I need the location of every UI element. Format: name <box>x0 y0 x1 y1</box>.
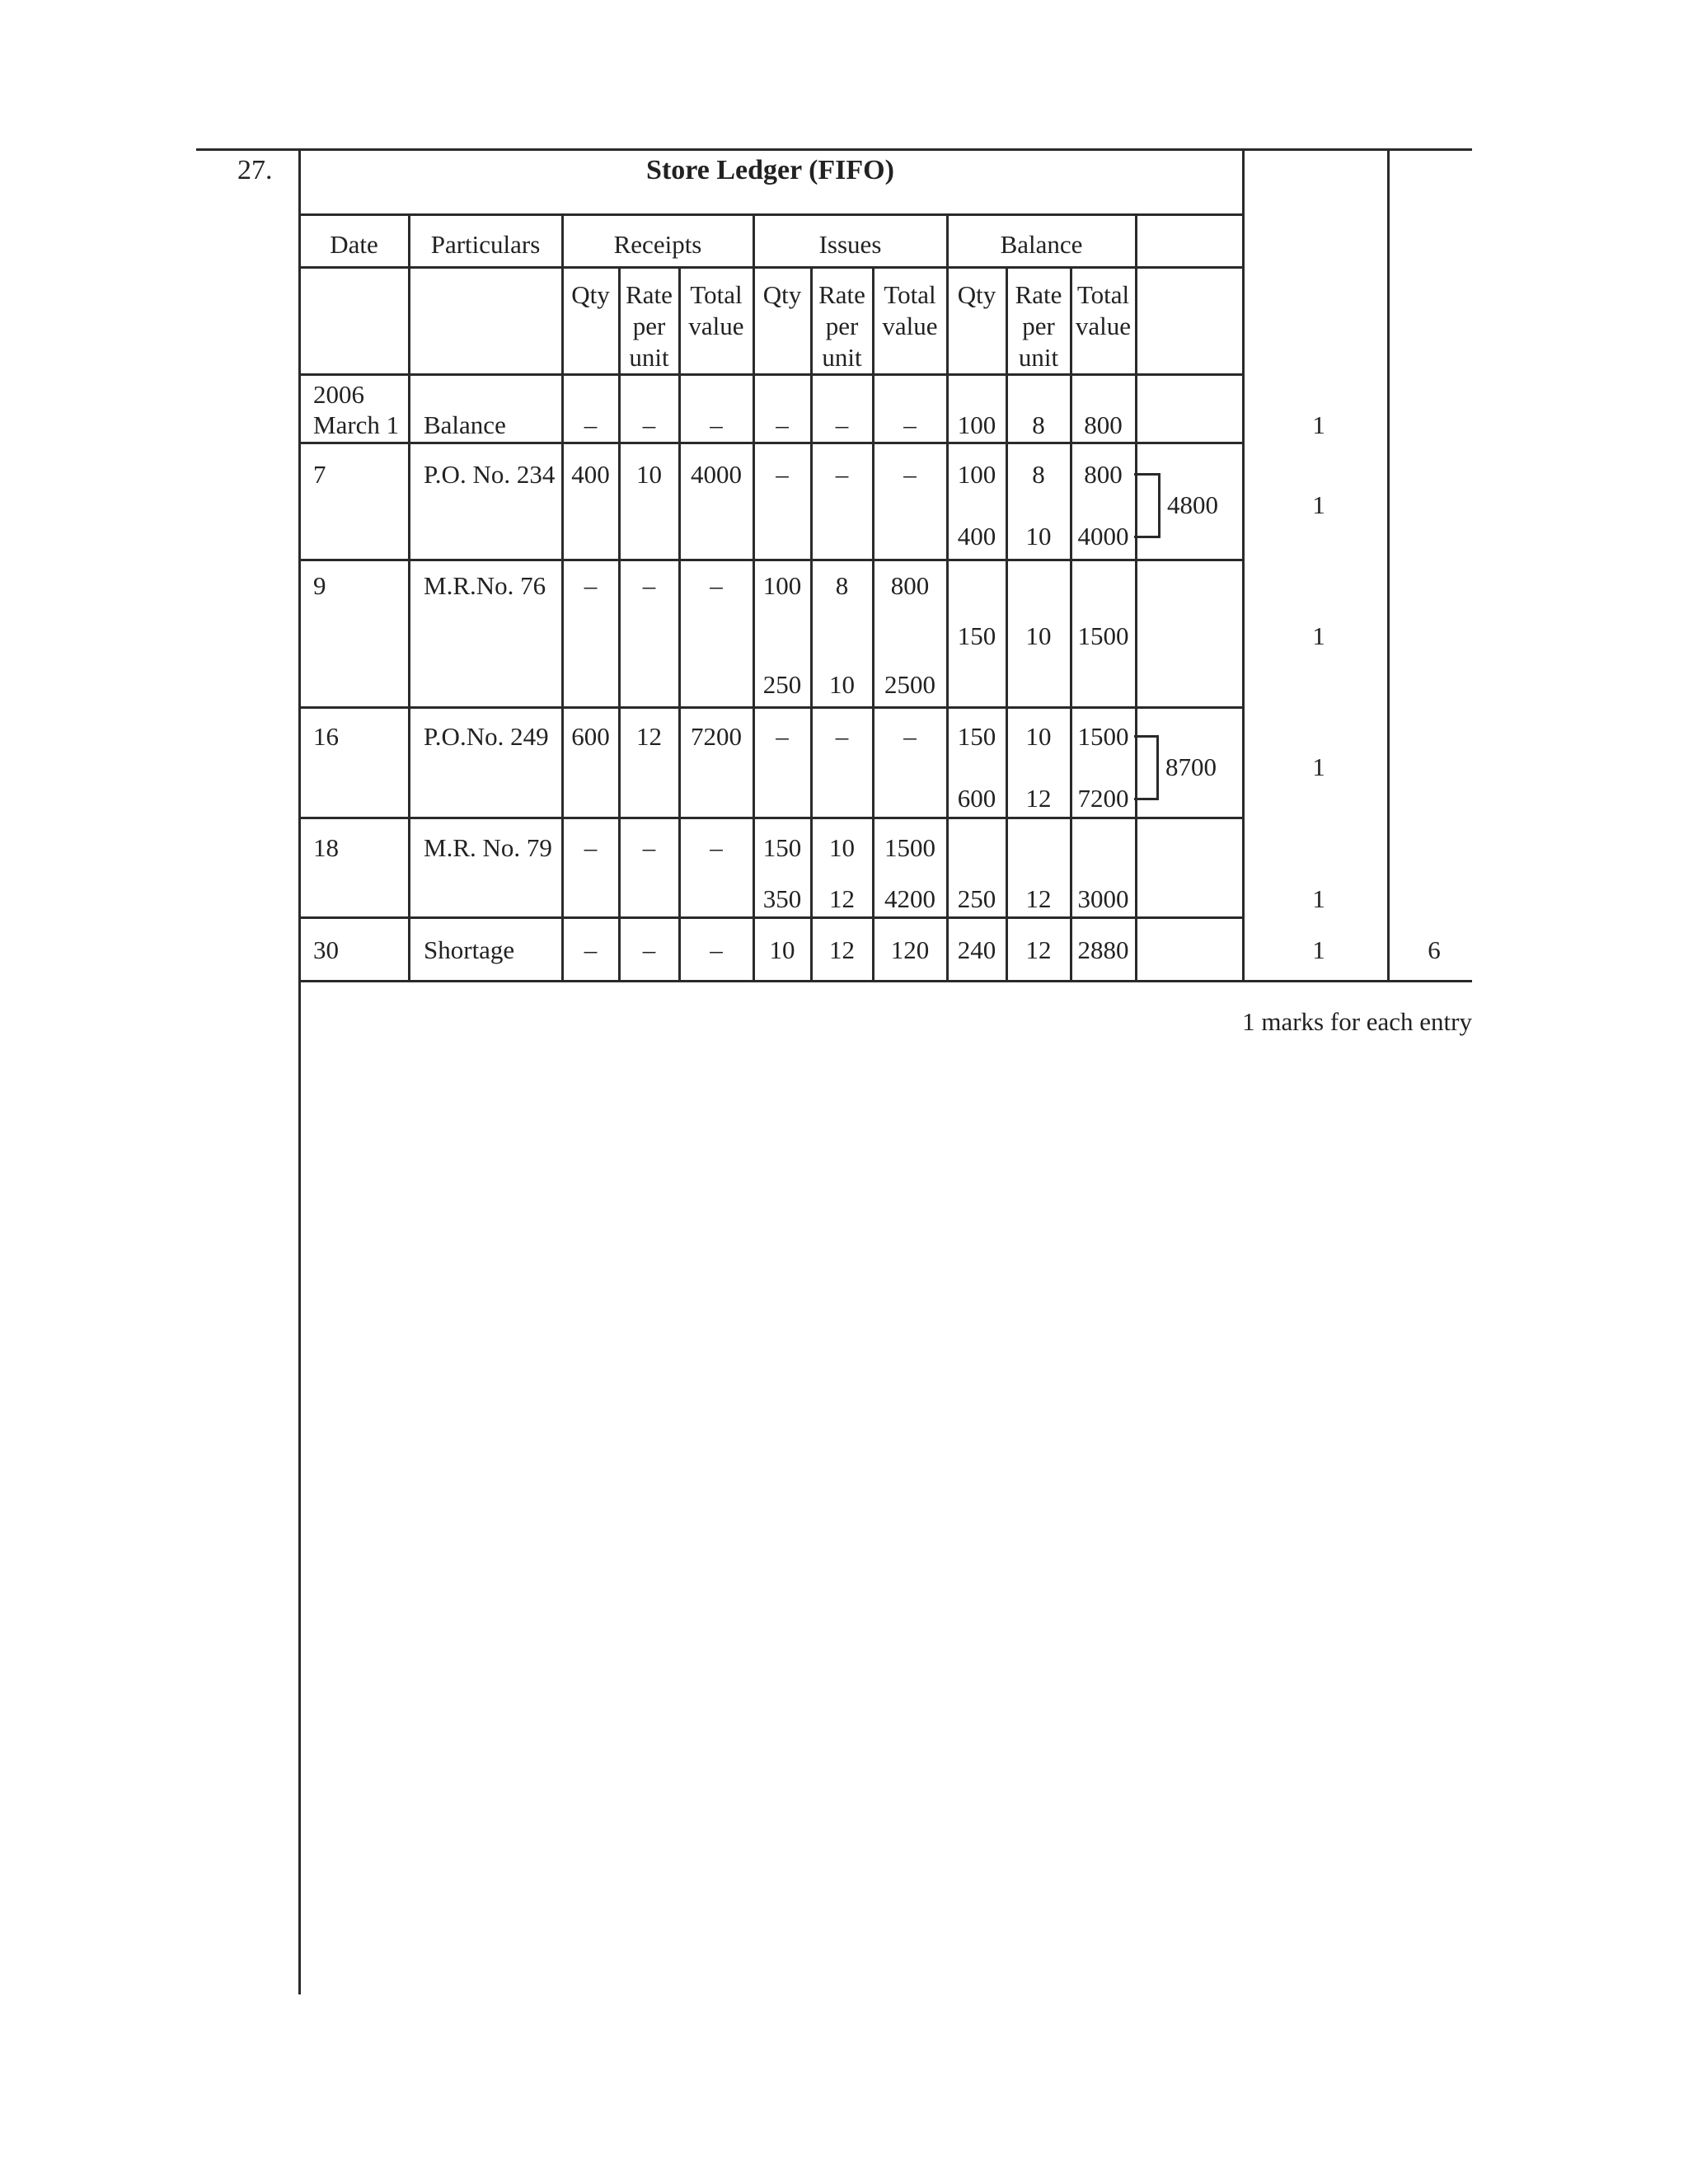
cell-r-total: – <box>710 833 723 862</box>
cell-r-qty: 400 <box>571 460 610 489</box>
row-mark: 1 <box>1312 410 1325 439</box>
cell-i-qty: 150 <box>762 833 802 862</box>
row-line-5 <box>298 916 1242 919</box>
row-mark: 1 <box>1312 884 1325 913</box>
row-mark: 1 <box>1312 621 1325 650</box>
header-r-total: Total <box>690 280 743 309</box>
col-line-i-rate <box>872 266 874 982</box>
cell-r-total: – <box>710 935 723 964</box>
cell-i-total: 120 <box>890 935 930 964</box>
cell-b-total: 4000 <box>1077 522 1129 551</box>
col-line-date <box>408 213 410 982</box>
cell-b-total: 3000 <box>1077 884 1129 913</box>
cell-b-qty: 400 <box>957 522 996 551</box>
header-b-rate: Rate <box>1015 280 1062 309</box>
cell-i-total: – <box>903 460 917 489</box>
cell-i-rate: – <box>835 722 849 751</box>
cell-b-qty: 100 <box>957 460 996 489</box>
header-b-qty: Qty <box>957 280 996 309</box>
header-divider-line <box>298 266 1242 269</box>
cell-b-total: 1500 <box>1077 621 1129 650</box>
cell-i-qty: 10 <box>769 935 795 964</box>
cell-r-qty: – <box>584 571 598 600</box>
cell-r-rate: – <box>642 410 656 439</box>
col-line-i-qty <box>810 266 813 982</box>
cell-i-qty: 250 <box>762 670 802 699</box>
cell-b-total: 2880 <box>1077 935 1129 964</box>
header-r-unit: unit <box>629 343 669 372</box>
header-issues: Issues <box>818 230 882 259</box>
bracket-total: 4800 <box>1167 490 1218 519</box>
row-particulars: P.O. No. 234 <box>424 460 556 489</box>
col-line-balance <box>1135 213 1137 982</box>
cell-i-rate: – <box>835 460 849 489</box>
cell-i-total: 2500 <box>884 670 935 699</box>
cell-r-qty: – <box>584 833 598 862</box>
cell-b-total: 1500 <box>1077 722 1129 751</box>
row-mark: 1 <box>1312 752 1325 781</box>
cell-i-total: 1500 <box>884 833 935 862</box>
bracket-total: 8700 <box>1165 752 1217 781</box>
bracket-icon <box>1134 473 1160 538</box>
cell-r-qty: – <box>584 935 598 964</box>
header-date: Date <box>330 230 378 259</box>
cell-r-total: 7200 <box>691 722 742 751</box>
cell-i-rate: 12 <box>829 884 855 913</box>
table-top-line <box>298 213 1242 216</box>
row-particulars: M.R.No. 76 <box>424 571 546 600</box>
cell-b-total: 7200 <box>1077 784 1129 813</box>
header-balance: Balance <box>1000 230 1083 259</box>
cell-r-total: 4000 <box>691 460 742 489</box>
left-margin-rule <box>298 148 301 1994</box>
cell-b-rate: 10 <box>1025 522 1052 551</box>
cell-b-rate: 8 <box>1032 460 1045 489</box>
header-r-rate: Rate <box>626 280 673 309</box>
cell-r-rate: – <box>642 571 656 600</box>
col-line-r-qty <box>618 266 621 982</box>
row-particulars: M.R. No. 79 <box>424 833 552 862</box>
cell-b-rate: 10 <box>1025 722 1052 751</box>
cell-b-qty: 250 <box>957 884 996 913</box>
header-b-per: per <box>1022 312 1055 340</box>
question-number: 27. <box>237 155 273 185</box>
cell-i-qty: – <box>776 722 789 751</box>
cell-b-qty: 100 <box>957 410 996 439</box>
cell-r-rate: 12 <box>636 722 662 751</box>
cell-i-rate: 12 <box>829 935 855 964</box>
header-b-total: Total <box>1076 280 1130 309</box>
cell-i-rate: 8 <box>835 571 849 600</box>
cell-r-total: – <box>710 571 723 600</box>
row-date-year: 2006 <box>313 380 364 409</box>
cell-i-qty: 350 <box>762 884 802 913</box>
header-i-total: Total <box>884 280 936 309</box>
row-date: March 1 <box>313 410 400 439</box>
header-bottom-line <box>298 373 1242 376</box>
cell-b-rate: 12 <box>1025 884 1052 913</box>
cell-b-rate: 12 <box>1025 784 1052 813</box>
cell-i-total: 800 <box>890 571 930 600</box>
row-date: 16 <box>313 722 339 751</box>
cell-r-rate: 10 <box>636 460 662 489</box>
cell-r-total: – <box>710 410 723 439</box>
header-r-per: per <box>632 312 666 340</box>
cell-i-total: – <box>903 410 917 439</box>
row-mark: 1 <box>1312 490 1325 519</box>
cell-i-rate: 10 <box>829 670 855 699</box>
header-i-value: value <box>882 312 938 340</box>
bottom-rule <box>298 980 1472 982</box>
cell-b-qty: 240 <box>957 935 996 964</box>
col-line-issues <box>946 213 949 982</box>
header-r-qty: Qty <box>571 280 610 309</box>
marks-column-rule <box>1242 148 1245 982</box>
cell-i-qty: – <box>776 460 789 489</box>
cell-i-total: 4200 <box>884 884 935 913</box>
cell-b-total: 800 <box>1084 410 1123 439</box>
cell-i-rate: – <box>835 410 849 439</box>
header-i-per: per <box>825 312 859 340</box>
cell-b-qty: 150 <box>957 621 996 650</box>
cell-i-total: – <box>903 722 917 751</box>
row-particulars: Shortage <box>424 935 515 964</box>
row-date: 30 <box>313 935 339 964</box>
row-date: 7 <box>313 460 326 489</box>
total-marks: 6 <box>1428 935 1441 964</box>
row-line-1 <box>298 442 1242 444</box>
cell-r-qty: – <box>584 410 598 439</box>
header-receipts: Receipts <box>613 230 702 259</box>
cell-b-qty: 600 <box>957 784 996 813</box>
header-particulars: Particulars <box>430 230 541 259</box>
row-line-4 <box>298 817 1242 819</box>
row-line-2 <box>298 559 1242 561</box>
row-date: 18 <box>313 833 339 862</box>
row-date: 9 <box>313 571 326 600</box>
cell-b-total: 800 <box>1084 460 1123 489</box>
header-i-unit: unit <box>822 343 862 372</box>
row-mark: 1 <box>1312 935 1325 964</box>
cell-b-qty: 150 <box>957 722 996 751</box>
cell-r-rate: – <box>642 833 656 862</box>
top-rule <box>196 148 1472 151</box>
cell-i-qty: 100 <box>762 571 802 600</box>
row-particulars: Balance <box>424 410 506 439</box>
header-i-rate: Rate <box>818 280 865 309</box>
row-line-3 <box>298 706 1242 709</box>
header-i-qty: Qty <box>762 280 802 309</box>
header-r-value: value <box>688 312 744 340</box>
marks-footnote: 1 marks for each entry <box>1242 1007 1472 1036</box>
col-line-r-rate <box>678 266 681 982</box>
cell-r-rate: – <box>642 935 656 964</box>
cell-b-rate: 12 <box>1025 935 1052 964</box>
header-b-value: value <box>1075 312 1132 340</box>
total-column-rule <box>1387 148 1390 982</box>
cell-i-rate: 10 <box>829 833 855 862</box>
cell-b-rate: 8 <box>1032 410 1045 439</box>
bracket-icon <box>1134 735 1159 800</box>
cell-b-rate: 10 <box>1025 621 1052 650</box>
ledger-title: Store Ledger (FIFO) <box>646 155 894 185</box>
cell-i-qty: – <box>776 410 789 439</box>
header-b-unit: unit <box>1018 343 1059 372</box>
cell-r-qty: 600 <box>571 722 610 751</box>
row-particulars: P.O.No. 249 <box>424 722 549 751</box>
